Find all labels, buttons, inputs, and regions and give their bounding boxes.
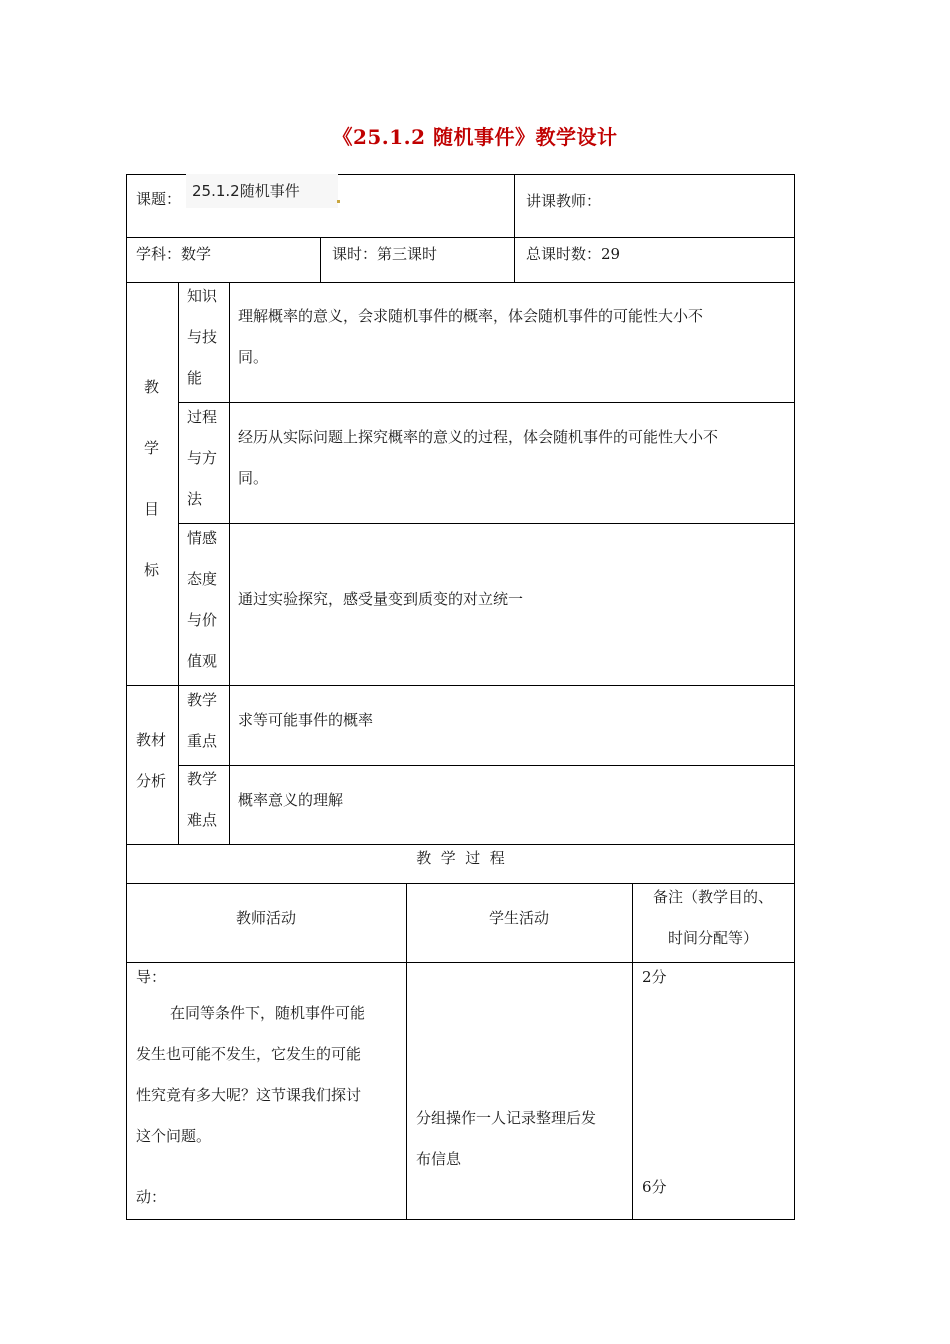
topic-value: 25.1.2随机事件 [192, 182, 300, 200]
objectives-label-char: 标 [144, 561, 160, 579]
objective-label: 过程 [187, 408, 218, 426]
time-note: 6分 [642, 1178, 667, 1196]
col-divider [514, 174, 515, 282]
row-divider [126, 962, 795, 963]
objective-content: 理解概率的意义，会求随机事件的概率，体会随机事件的可能性大小不 [238, 307, 704, 325]
row-divider [178, 402, 795, 403]
analysis-label: 分析 [136, 772, 167, 790]
objective-content: 通过实验探究，感受量变到质变的对立统一 [238, 590, 524, 608]
table-border-right [794, 174, 795, 1220]
notes-header: 时间分配等） [667, 929, 758, 947]
objective-label: 与技 [187, 328, 218, 346]
col-divider [406, 883, 407, 1219]
analysis-row-label: 教学 [187, 691, 218, 709]
student-activity-header: 学生活动 [488, 909, 549, 927]
notes-header: 备注（教学目的、 [652, 888, 773, 906]
time-note: 2分 [642, 968, 667, 986]
teacher-activity-line: 发生也可能不发生，它发生的可能 [136, 1045, 362, 1063]
objective-label: 知识 [187, 287, 218, 305]
analysis-row-content: 求等可能事件的概率 [238, 711, 374, 729]
objectives-label-char: 学 [144, 439, 160, 457]
analysis-row-content: 概率意义的理解 [238, 791, 344, 809]
analysis-row-label: 教学 [187, 770, 218, 788]
analysis-row-label: 重点 [187, 732, 218, 750]
col-divider [178, 282, 179, 844]
teacher-label: 讲课教师： [526, 192, 602, 210]
teacher-activity-line: 在同等条件下，随机事件可能 [170, 1004, 366, 1022]
topic-label: 课题： [136, 190, 182, 208]
total-periods-cell: 总课时数：29 [526, 245, 621, 263]
period-cell: 课时：第三课时 [332, 245, 438, 263]
objective-content: 同。 [238, 469, 269, 487]
row-divider [126, 685, 795, 686]
objective-content: 同。 [238, 348, 269, 366]
col-divider [320, 237, 321, 282]
objective-label: 能 [187, 369, 203, 387]
col-divider [229, 282, 230, 844]
objective-content: 经历从实际问题上探究概率的意义的过程，体会随机事件的可能性大小不 [238, 428, 719, 446]
objective-label: 法 [187, 490, 203, 508]
subject-cell: 学科：数学 [136, 245, 212, 263]
row-divider [126, 237, 795, 238]
analysis-label: 教材 [136, 731, 167, 749]
teacher-activity-line: 动： [136, 1188, 167, 1206]
objective-label: 情感 [187, 529, 218, 547]
teacher-activity-line: 性究竟有多大呢？这节课我们探讨 [136, 1086, 362, 1104]
teacher-activity-line: 这个问题。 [136, 1127, 212, 1145]
process-heading: 教 学 过 程 [416, 849, 505, 867]
row-divider [126, 844, 795, 845]
analysis-row-label: 难点 [187, 811, 218, 829]
objective-label: 值观 [187, 652, 218, 670]
teacher-activity-header: 教师活动 [235, 909, 296, 927]
student-activity-line: 布信息 [416, 1150, 462, 1168]
row-divider [126, 883, 795, 884]
objectives-label-char: 教 [144, 378, 160, 396]
teacher-activity-line: 导： [136, 968, 167, 986]
objective-label: 与价 [187, 611, 218, 629]
row-divider [178, 523, 795, 524]
row-divider [126, 282, 795, 283]
table-border-left [126, 174, 127, 1220]
objective-label: 与方 [187, 449, 218, 467]
student-activity-line: 分组操作一人记录整理后发 [416, 1109, 597, 1127]
table-border-bottom [126, 1219, 795, 1220]
row-divider [178, 765, 795, 766]
topic-image [186, 174, 338, 208]
document-title: 《25.1.2 随机事件》教学设计 [332, 125, 618, 149]
objectives-label-char: 目 [144, 500, 160, 518]
objective-label: 态度 [187, 570, 218, 588]
image-artifact [337, 200, 340, 203]
